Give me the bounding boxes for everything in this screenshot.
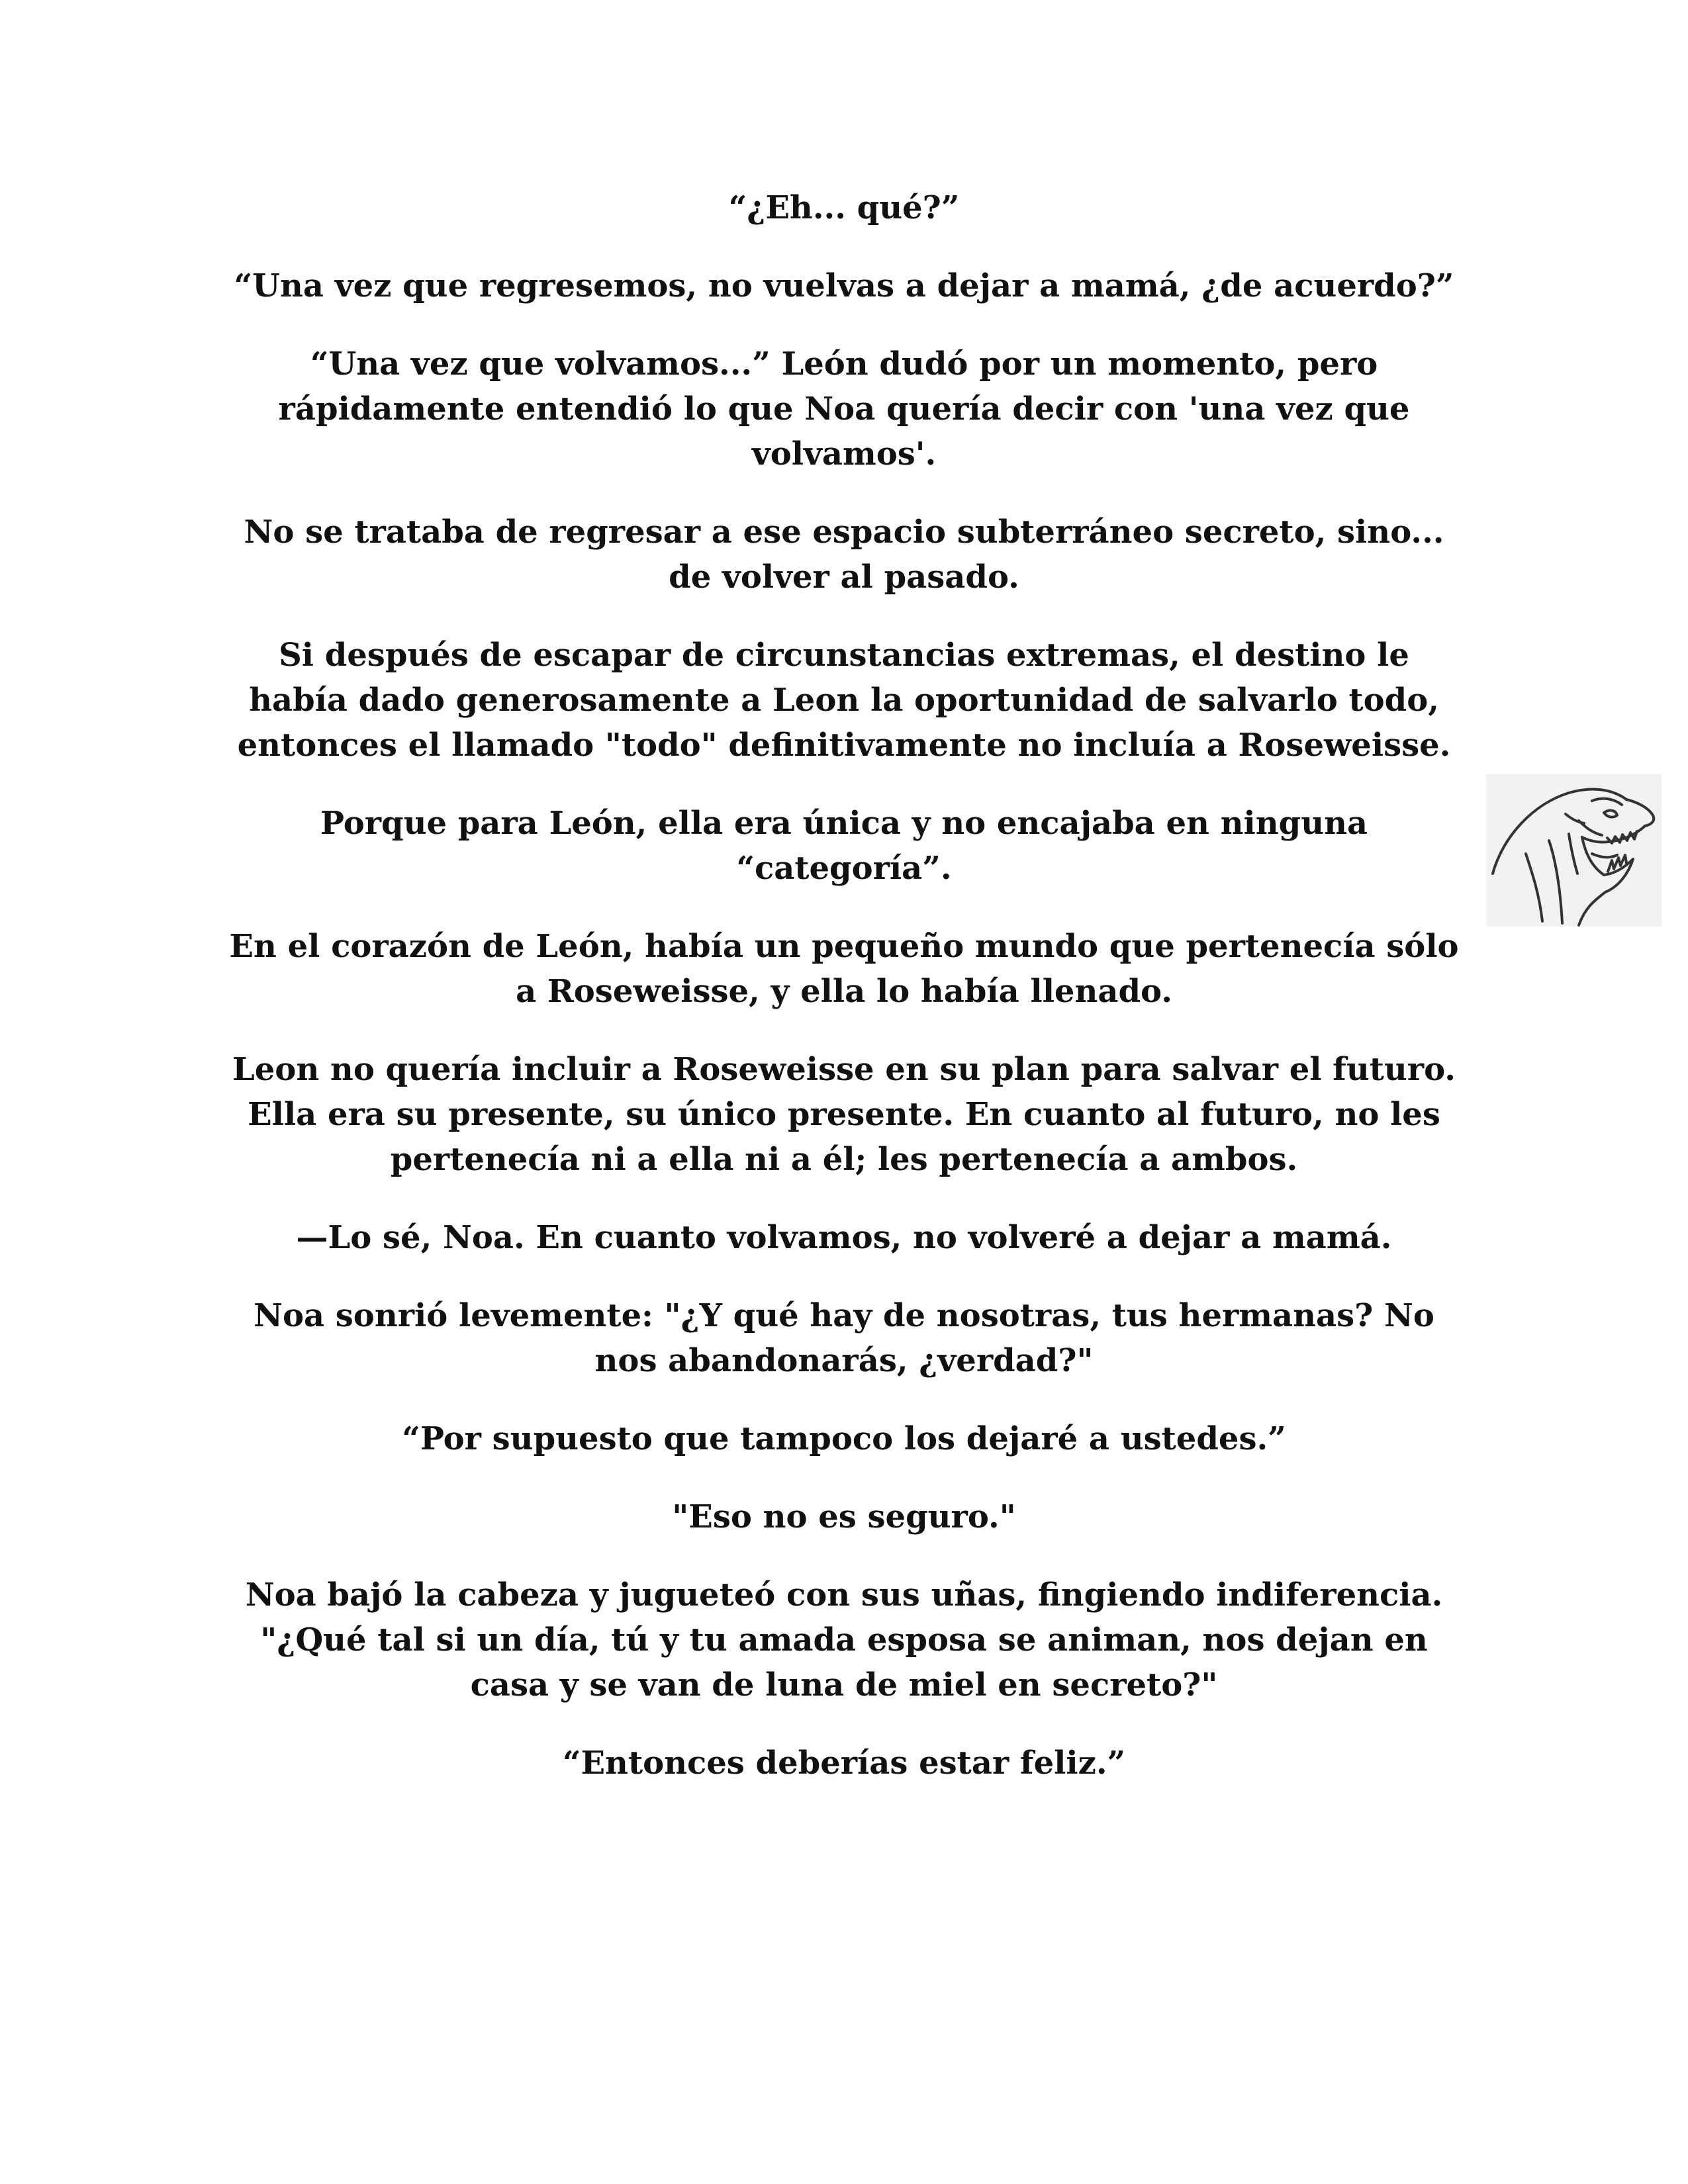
paragraph-8: Leon no quería incluir a Roseweisse en su plan para salvar el futuro. Ella era su presente, su único presente. En cuanto al futuro, no les pertenecía ni a ella ni a él; les pertenecía a ambos. [232,1051,1456,1178]
paragraph-13: Noa bajó la cabeza y jugueteó con sus uñas, fingiendo indiferencia. "¿Qué tal si un día, tú y tu amada esposa se animan, nos dejan en casa y se van de luna de miel en secreto?" [245,1576,1443,1704]
paragraph-3: “Una vez que volvamos...” León dudó por un momento, pero rápidamente entendió lo que Noa quería decir con 'una vez que volvamos'. [278,345,1410,473]
paragraph-6: Porque para León, ella era única y no encajaba en ninguna “categoría”. [320,805,1368,887]
paragraph-9: —Lo sé, Noa. En cuanto volvamos, no volveré a dejar a mamá. [296,1219,1392,1256]
paragraph-2: “Una vez que regresemos, no vuelvas a dejar a mamá, ¿de acuerdo?” [234,267,1454,304]
paragraph-11: “Por supuesto que tampoco los dejaré a ustedes.” [402,1420,1286,1457]
paragraph-1: “¿Eh... qué?” [728,189,960,226]
paragraph-5: Si después de escapar de circunstancias extremas, el destino le había dado generosamente a Leon la oportunidad de salvarlo todo, entonces el llamado "todo" definitivamente no incluía a Roseweisse. [237,637,1451,764]
paragraph-12: "Eso no es seguro." [672,1498,1016,1535]
paragraph-14: “Entonces deberías estar feliz.” [562,1745,1126,1782]
story-text [228,185,1460,1819]
dinosaur-head-sketch [1486,774,1662,927]
paragraph-7: En el corazón de León, había un pequeño mundo que pertenecía sólo a Roseweisse, y ella lo había llenado. [229,928,1459,1010]
paragraph-10: Noa sonrió levemente: "¿Y qué hay de nosotras, tus hermanas? No nos abandonarás, ¿verdad?" [254,1297,1434,1379]
dinosaur-head-icon [1486,774,1662,927]
paragraph-4: No se trataba de regresar a ese espacio subterráneo secreto, sino... de volver al pasado. [244,514,1444,596]
